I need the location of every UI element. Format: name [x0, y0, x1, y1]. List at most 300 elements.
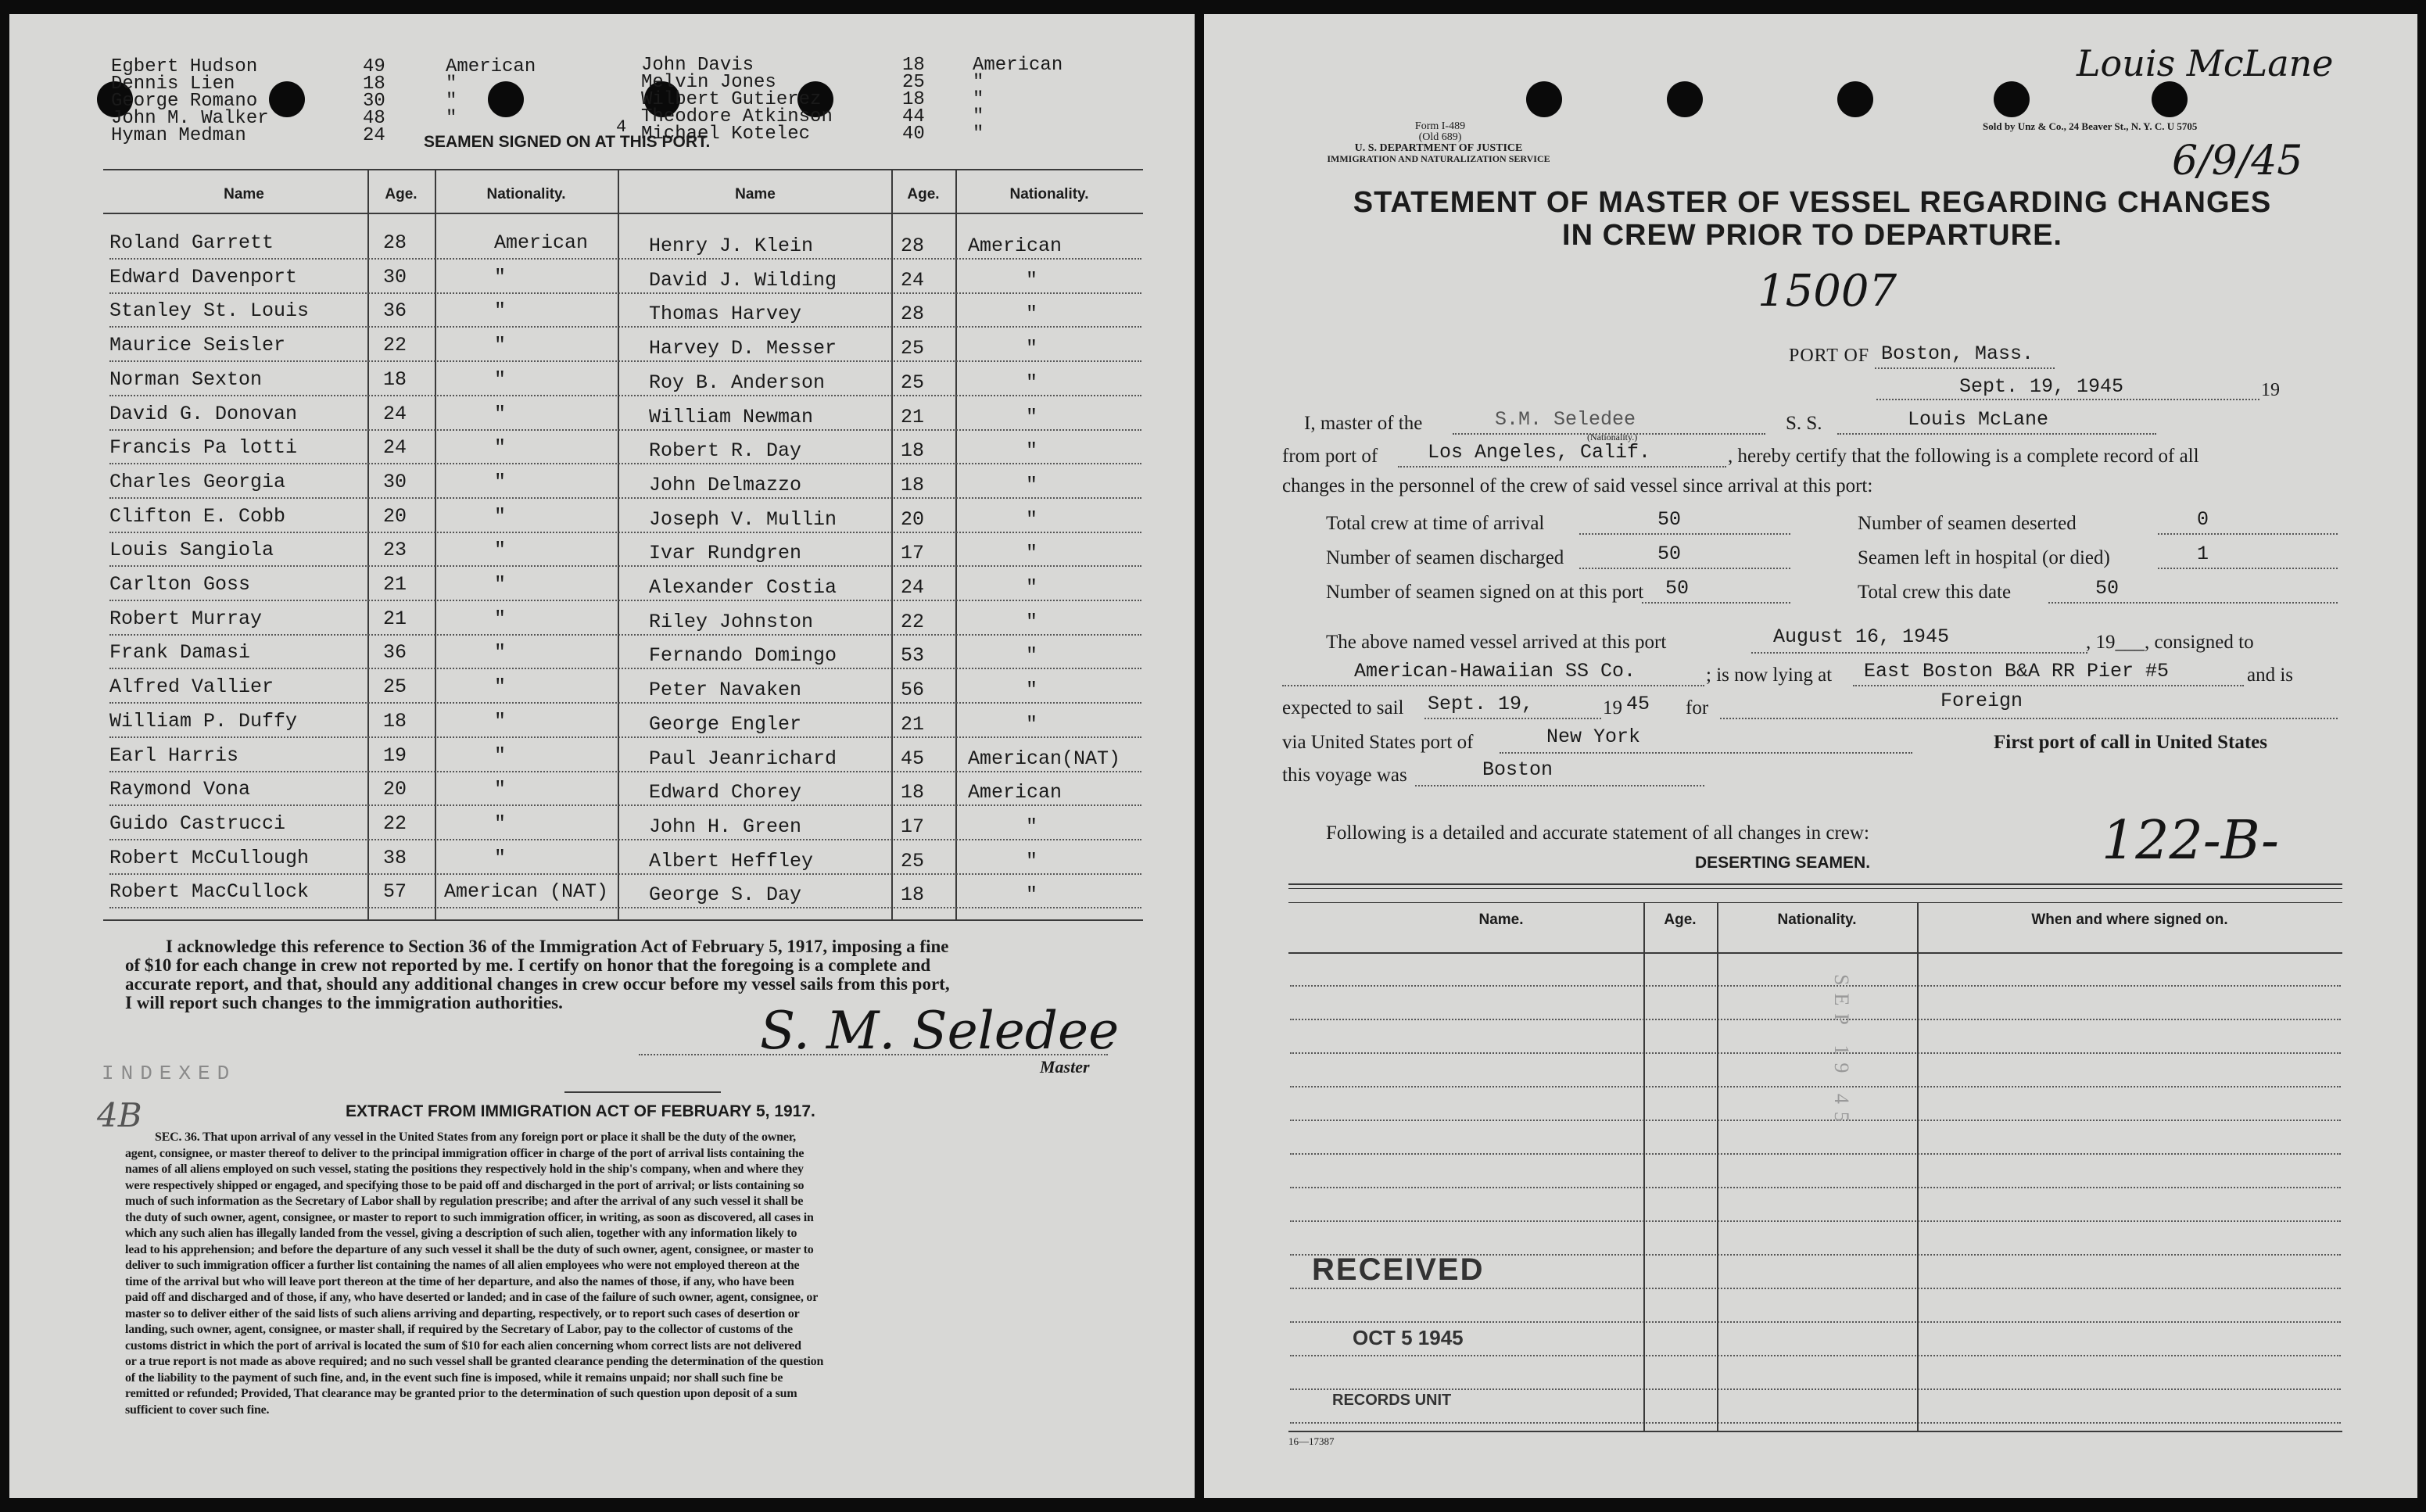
row-dotted-line [109, 736, 1141, 738]
consigned-label: , 19___, consigned to [2086, 632, 2254, 653]
crew-name: Peter Navaken [649, 679, 802, 702]
crew-name: Harvey D. Messer [649, 337, 837, 360]
crew-age: 24 [901, 268, 925, 292]
crew-age: 56 [901, 679, 925, 702]
row-dotted-line [109, 532, 1141, 533]
stat-value: 1 [2197, 543, 2209, 565]
crew-name: Edward Davenport [109, 265, 298, 288]
extract-line: paid off and discharged and of those, if any, who have deserted or landed; and in case of the failure of such owner, agent, consignee, or [125, 1291, 819, 1304]
crew-age: 25 [901, 337, 925, 360]
crew-age: 24 [901, 576, 925, 599]
extract-line: agent, consignee, or master thereof to deliver to the principal immigration officer in charge of the port of arrival lists containing the [125, 1146, 804, 1160]
form-title-line1: STATEMENT OF MASTER OF VESSEL REGARDING CHANGES [1353, 186, 2272, 219]
crew-age: 28 [901, 303, 925, 326]
col-header-name: Name [224, 186, 264, 202]
prev-crew-nationality: American [973, 55, 1063, 76]
field-line [1398, 466, 1726, 468]
prev-crew-name: Hyman Medman [111, 125, 246, 146]
crew-age: 18 [383, 367, 407, 391]
row-dotted-line [109, 395, 1141, 396]
table-divider [618, 169, 619, 919]
prev-crew-name: Egbert Hudson [111, 56, 258, 77]
crew-nationality: American (NAT) [444, 880, 609, 904]
field-line [2158, 568, 2338, 569]
crew-age: 22 [901, 610, 925, 633]
crew-nationality: " [494, 436, 507, 460]
stat-label: Seamen left in hospital (or died) [1858, 547, 2110, 568]
crew-name: Ivar Rundgren [649, 542, 802, 565]
extract-line: deliver to such immigration officer a further list containing the names of all alien employees who were not employed thereon at the [125, 1259, 800, 1272]
prev-crew-name: Michael Kotelec [641, 124, 811, 145]
extract-line: SEC. 36. That upon arrival of any vessel in the United States from any foreign port or place it shall be the duty of the owner, [155, 1130, 796, 1144]
form-number: Form I-489 [1414, 120, 1466, 132]
crew-name: Fernando Domingo [649, 644, 837, 668]
crew-age: 57 [383, 880, 407, 904]
empty-row-line [1290, 1321, 2341, 1323]
prev-crew-name: Dennis Lien [111, 73, 235, 95]
row-dotted-line [109, 497, 1141, 499]
received-date: OCT 5 1945 [1353, 1326, 1464, 1349]
crew-nationality: " [1026, 439, 1038, 463]
voyage-value: Boston [1482, 758, 1553, 781]
prev-crew-name: Theodore Atkinson [641, 106, 833, 127]
prev-crew-age: 18 [363, 73, 385, 95]
records-unit-stamp: RECORDS UNIT [1332, 1392, 1452, 1409]
crew-name: Henry J. Klein [649, 235, 814, 257]
prev-crew-age: 49 [363, 56, 385, 77]
left-page [9, 14, 1195, 1498]
prev-crew-age: 18 [902, 55, 925, 76]
crew-name: Riley Johnston [649, 610, 814, 633]
desert-col-name: Name. [1478, 912, 1524, 928]
crew-age: 21 [383, 573, 407, 596]
prev-crew-nationality: " [446, 108, 457, 129]
crew-name: Guido Castrucci [109, 812, 286, 835]
extract-line: which any such alien has illegally landed from the vessel, giving a description of such alien, together with any information likely to [125, 1227, 797, 1240]
stat-value: 50 [1657, 543, 1682, 565]
and-is-text: and is [2247, 665, 2294, 686]
prev-crew-name: Wilbert Gutierez [641, 89, 822, 110]
desert-bottom-rule [1288, 1431, 2342, 1432]
crew-nationality: " [1026, 679, 1038, 702]
crew-name: Raymond Vona [109, 778, 251, 801]
crew-nationality: " [1026, 815, 1038, 838]
extract-line: lead to his apprehension; and before the departure of any such vessel it shall be the duty of such owner, agent, consignee, or master to [125, 1242, 814, 1256]
empty-row-line [1290, 1355, 2341, 1356]
crew-nationality: " [494, 470, 507, 493]
row-dotted-line [109, 907, 1141, 908]
empty-row-line [1290, 1052, 2341, 1054]
col-header-nationality: Nationality. [486, 186, 566, 202]
master-label: Master [1040, 1057, 1090, 1077]
table-divider [435, 169, 436, 919]
port-label: PORT OF [1789, 346, 1870, 366]
crew-age: 38 [383, 846, 407, 869]
expected-label: expected to sail [1282, 697, 1404, 718]
crew-name: William Newman [649, 405, 814, 428]
stat-label: Number of seamen discharged [1326, 547, 1564, 568]
prev-crew-age: 30 [363, 91, 385, 112]
year-label: 19 [1603, 697, 1622, 718]
field-line [1415, 785, 1704, 786]
crew-name: Francis Pa lotti [109, 436, 298, 460]
first-port-label: First port of call in United States [1994, 732, 2267, 753]
acknowledgement-line: I acknowledge this reference to Section 36 of the Immigration Act of February 5, 1917, imposing a fine [166, 937, 949, 956]
crew-nationality: American(NAT) [968, 747, 1121, 770]
crew-nationality: " [1026, 849, 1038, 872]
prev-crew-age: 18 [902, 89, 925, 110]
master-of-label: I, master of the [1304, 413, 1423, 434]
crew-nationality: " [1026, 542, 1038, 565]
following-text: Following is a detailed and accurate statement of all changes in crew: [1326, 822, 1869, 844]
crew-age: 30 [383, 265, 407, 288]
extract-line: or a true report is not made as above required; and no such vessel shall be granted clearance pending the determination of the question [125, 1355, 824, 1368]
stat-value: 50 [1657, 508, 1682, 531]
extract-line: sufficient to cover such fine. [125, 1403, 270, 1417]
crew-name: Albert Heffley [649, 849, 814, 872]
acknowledgement-line: I will report such changes to the immigration authorities. [125, 993, 563, 1012]
prev-crew-name: Melvin Jones [641, 72, 776, 93]
crew-name: John H. Green [649, 815, 802, 838]
crew-nationality: " [1026, 303, 1038, 326]
consignee-value: American-Hawaiian SS Co. [1354, 660, 1636, 683]
crew-name: David G. Donovan [109, 402, 298, 425]
crew-nationality: " [494, 675, 507, 699]
crew-age: 36 [383, 641, 407, 665]
sold-by: Sold by Unz & Co., 24 Beaver St., N. Y. C. U 5705 [1983, 120, 2198, 132]
field-line [1720, 718, 2338, 719]
prev-crew-nationality: " [973, 124, 984, 145]
field-line [1500, 752, 1912, 754]
crew-nationality: " [494, 812, 507, 835]
crew-name: Maurice Seisler [109, 334, 286, 357]
crew-name: Louis Sangiola [109, 539, 274, 562]
punch-hole [488, 81, 524, 117]
crew-age: 22 [383, 334, 407, 357]
crew-nationality: " [494, 778, 507, 801]
crew-name: Edward Chorey [649, 781, 802, 804]
crew-name: George Engler [649, 712, 802, 736]
acknowledgement-line: of $10 for each change in crew not reported by me. I certify on honor that the foregoing is a complete and [125, 955, 931, 975]
crew-name: Roy B. Anderson [649, 371, 826, 394]
handwritten-number: 15007 [1758, 266, 1897, 317]
desert-divider [1917, 902, 1919, 1432]
crew-age: 20 [383, 504, 407, 528]
crew-nationality: " [494, 367, 507, 391]
crew-name: Robert MacCullock [109, 880, 310, 904]
stat-value: 0 [2197, 508, 2209, 531]
desert-top-rule [1288, 888, 2342, 889]
prev-crew-nationality: " [973, 106, 984, 127]
crew-nationality: " [1026, 473, 1038, 496]
service: IMMIGRATION AND NATURALIZATION SERVICE [1327, 153, 1550, 164]
handwritten-ship-name: Louis McLane [2077, 42, 2334, 84]
extract-line: of the liability to the payment of such fine, and, in the event such fine is imposed, while it remains unpaid; nor shall such fine be [125, 1370, 783, 1385]
prev-crew-age: 44 [902, 106, 925, 127]
prev-crew-nationality: " [973, 72, 984, 93]
extract-line: customs district in which the port of arrival is located the sum of $10 for each alien concerning whom correct lists are not delivered [125, 1338, 801, 1353]
extract-line: names of all aliens employed on such vessel, stating the positions they respectively hold in the ship's company, when and where they [125, 1163, 804, 1176]
crew-name: William P. Duffy [109, 709, 298, 733]
deserting-heading: DESERTING SEAMEN. [1695, 854, 1871, 872]
for-label: for [1686, 697, 1709, 718]
crew-nationality: " [1026, 576, 1038, 599]
extract-line: landing, such owner, agent, consignee, or master shall, if required by the Secretary of Labor, pay to the collector of customs of the [125, 1323, 793, 1336]
form-title-line2: IN CREW PRIOR TO DEPARTURE. [1562, 219, 2062, 252]
crew-age: 18 [383, 709, 407, 733]
crew-age: 21 [383, 607, 407, 630]
col-header-name: Name [735, 186, 776, 202]
right-page [1204, 14, 2417, 1498]
row-dotted-line [109, 258, 1141, 260]
for-value: Foreign [1940, 690, 2023, 712]
field-line [1579, 533, 1790, 535]
crew-age: 17 [901, 542, 925, 565]
punch-hole [1837, 81, 1873, 117]
crew-nationality: " [1026, 712, 1038, 736]
crew-nationality: " [1026, 644, 1038, 668]
field-line [1837, 433, 2156, 435]
prev-crew-nationality: " [446, 73, 457, 95]
margin-stamp: SEP 19 45 [1830, 974, 1853, 1130]
field-line [1853, 685, 2244, 686]
crew-name: Stanley St. Louis [109, 299, 310, 323]
crew-nationality: " [494, 709, 507, 733]
crew-name: Charles Georgia [109, 470, 286, 493]
crew-nationality: " [1026, 405, 1038, 428]
row-dotted-line [109, 326, 1141, 328]
row-dotted-line [109, 292, 1141, 294]
empty-row-line [1290, 1019, 2341, 1020]
extract-line: time of the arrival but who will leave port thereon at the time of her departure, and also the names of those, if any, who have been [125, 1274, 794, 1288]
crew-age: 24 [383, 402, 407, 425]
crew-name: George S. Day [649, 883, 802, 907]
row-dotted-line [109, 463, 1141, 464]
row-dotted-line [109, 429, 1141, 431]
col-header-nationality: Nationality. [1009, 186, 1089, 202]
empty-row-line [1290, 1288, 2341, 1289]
crew-name: Robert R. Day [649, 439, 802, 463]
stat-label: Number of seamen signed on at this port [1326, 582, 1644, 603]
extract-line: were respectively shipped or engaged, and specifying those to be paid off and discharged in the port of arrival; or lists containing so [125, 1178, 804, 1192]
row-dotted-line [109, 600, 1141, 601]
row-dotted-line [109, 804, 1141, 806]
stat-label: Total crew this date [1858, 582, 2012, 603]
crew-name: Frank Damasi [109, 641, 251, 665]
crew-nationality: " [494, 641, 507, 665]
crew-nationality: " [1026, 268, 1038, 292]
table-divider [955, 169, 957, 919]
crew-age: 25 [901, 849, 925, 872]
empty-row-line [1290, 1086, 2341, 1087]
punch-hole [2152, 81, 2188, 117]
field-line [1424, 718, 1601, 719]
prev-crew-nationality: American [446, 56, 536, 77]
punch-hole [1994, 81, 2030, 117]
crew-age: 25 [383, 675, 407, 699]
via-label: via United States port of [1282, 732, 1474, 753]
year-value: 45 [1626, 693, 1650, 715]
desert-divider [1717, 902, 1718, 1432]
crew-age: 18 [901, 883, 925, 907]
stat-label: Number of seamen deserted [1858, 513, 2077, 534]
desert-header-rule [1288, 902, 2342, 903]
form-old-number: (Old 689) [1418, 131, 1462, 143]
desert-divider [1643, 902, 1645, 1432]
crew-age: 19 [383, 743, 407, 767]
crew-nationality: American [494, 231, 589, 254]
empty-row-line [1290, 985, 2341, 987]
master-signature: S. M. Seledee [760, 1001, 1120, 1061]
desert-header-rule [1288, 952, 2342, 954]
arrived-value: August 16, 1945 [1773, 625, 1950, 648]
punch-hole [269, 81, 305, 117]
date-suffix: 19 [2261, 380, 2280, 400]
extract-line: the duty of such owner, agent, consignee, or master to report to such immigration officer, in writing, as soon as discovered, all cases in [125, 1210, 814, 1224]
crew-age: 20 [383, 778, 407, 801]
crew-name: Robert McCullough [109, 846, 310, 869]
row-dotted-line [109, 668, 1141, 669]
empty-row-line [1290, 1187, 2341, 1188]
prev-mark: 4 [616, 117, 627, 137]
col-header-age: Age. [907, 186, 940, 202]
field-line [1751, 652, 2087, 654]
desert-col-nationality: Nationality. [1777, 912, 1857, 928]
prev-crew-age: 24 [363, 125, 385, 146]
prev-crew-nationality: " [446, 91, 457, 112]
crew-age: 45 [901, 747, 925, 770]
crew-age: 28 [901, 235, 925, 257]
field-line [1282, 685, 1704, 686]
crew-name: Paul Jeanrichard [649, 747, 837, 770]
stat-value: 50 [2095, 577, 2120, 600]
punch-hole [1667, 81, 1703, 117]
crew-age: 36 [383, 299, 407, 323]
crew-age: 21 [901, 712, 925, 736]
expected-value: Sept. 19, [1428, 693, 1534, 715]
voyage-label: this voyage was [1282, 765, 1407, 786]
changes-text: changes in the personnel of the crew of said vessel since arrival at this port: [1282, 475, 1873, 496]
handwritten-date: 6/9/45 [2172, 138, 2303, 185]
crew-nationality: " [1026, 371, 1038, 394]
field-line [2158, 533, 2338, 535]
crew-name: John Delmazzo [649, 473, 802, 496]
crew-name: David J. Wilding [649, 268, 837, 292]
field-line [2048, 602, 2338, 604]
stat-label: Total crew at time of arrival [1326, 513, 1545, 534]
crew-nationality: " [1026, 337, 1038, 360]
header-rule [103, 213, 1143, 214]
extract-line: much of such information as the Secretary of Labor shall by regulation prescribe; and after the arrival of any such vessel it shall be [125, 1195, 804, 1208]
crew-nationality: " [494, 334, 507, 357]
crew-age: 23 [383, 539, 407, 562]
crew-nationality: " [494, 573, 507, 596]
ss-label: S. S. [1786, 413, 1822, 434]
prev-crew-name: George Romano [111, 91, 258, 112]
prev-crew-name: John Davis [641, 55, 754, 76]
field-line [1642, 602, 1790, 604]
crew-name: Robert Murray [109, 607, 263, 630]
crew-nationality: " [494, 607, 507, 630]
empty-row-line [1290, 1388, 2341, 1390]
row-dotted-line [109, 771, 1141, 772]
crew-nationality: " [494, 299, 507, 323]
nationality-label: (Nationality.) [1587, 432, 1638, 442]
ship-name: Louis McLane [1908, 408, 2049, 431]
empty-row-line [1290, 1422, 2341, 1424]
crew-nationality: " [494, 539, 507, 562]
crew-name: Thomas Harvey [649, 303, 802, 326]
crew-age: 53 [901, 644, 925, 668]
prev-crew-name: John M. Walker [111, 108, 269, 129]
crew-nationality: " [494, 504, 507, 528]
crew-age: 18 [901, 473, 925, 496]
table-bottom-rule [103, 919, 1143, 921]
handwritten-code: 122-B- [2102, 810, 2279, 872]
row-dotted-line [109, 873, 1141, 875]
crew-name: Roland Garrett [109, 231, 274, 254]
extract-line: remitted or refunded; Provided, That clearance may be granted prior to the determination of such question upon deposit of a sum [125, 1387, 797, 1400]
crew-name: Alfred Vallier [109, 675, 274, 699]
arrived-label: The above named vessel arrived at this port [1326, 632, 1667, 653]
punch-hole [1526, 81, 1562, 117]
crew-name: Norman Sexton [109, 367, 263, 391]
crew-nationality: " [494, 265, 507, 288]
row-dotted-line [109, 565, 1141, 567]
index-mark: 4B [97, 1096, 142, 1134]
signed-on-heading: SEAMEN SIGNED ON AT THIS PORT. [424, 133, 711, 151]
crew-name: Carlton Goss [109, 573, 251, 596]
crew-nationality: " [494, 402, 507, 425]
crew-age: 28 [383, 231, 407, 254]
field-line [1875, 367, 2055, 369]
crew-nationality: American [968, 235, 1062, 257]
crew-name: Earl Harris [109, 743, 239, 767]
crew-age: 17 [901, 815, 925, 838]
row-dotted-line [109, 702, 1141, 704]
extract-rule [564, 1091, 721, 1093]
extract-title: EXTRACT FROM IMMIGRATION ACT OF FEBRUARY 5, 1917. [346, 1102, 815, 1120]
field-line [1876, 399, 2259, 400]
desert-col-age: Age. [1664, 912, 1697, 928]
acknowledgement-line: accurate report, and that, should any additional changes in crew occur before my vessel sails from this port, [125, 974, 950, 994]
prev-crew-age: 25 [902, 72, 925, 93]
empty-row-line [1290, 1220, 2341, 1222]
crew-nationality: " [1026, 883, 1038, 907]
crew-age: 25 [901, 371, 925, 394]
prev-crew-age: 40 [902, 124, 925, 145]
received-stamp: RECEIVED [1312, 1252, 1485, 1287]
crew-nationality: " [1026, 507, 1038, 531]
row-dotted-line [109, 634, 1141, 636]
extract-line: master so to deliver either of the said lists of such aliens arriving and departing, respectively, or to report such cases of desertion or [125, 1306, 800, 1320]
crew-age: 30 [383, 470, 407, 493]
via-value: New York [1546, 726, 1641, 748]
prev-crew-age: 48 [363, 108, 385, 129]
stat-value: 50 [1665, 577, 1690, 600]
lying-value: East Boston B&A RR Pier #5 [1864, 660, 2170, 683]
from-port-label: from port of [1282, 446, 1378, 467]
certify-text: , hereby certify that the following is a complete record of all [1728, 446, 2199, 467]
col-header-age: Age. [385, 186, 417, 202]
crew-age: 24 [383, 436, 407, 460]
table-top-rule [103, 169, 1143, 170]
row-dotted-line [109, 360, 1141, 362]
crew-nationality: " [494, 743, 507, 767]
desert-top-rule [1288, 883, 2342, 885]
department: U. S. DEPARTMENT OF JUSTICE [1354, 142, 1523, 154]
crew-nationality: " [494, 846, 507, 869]
